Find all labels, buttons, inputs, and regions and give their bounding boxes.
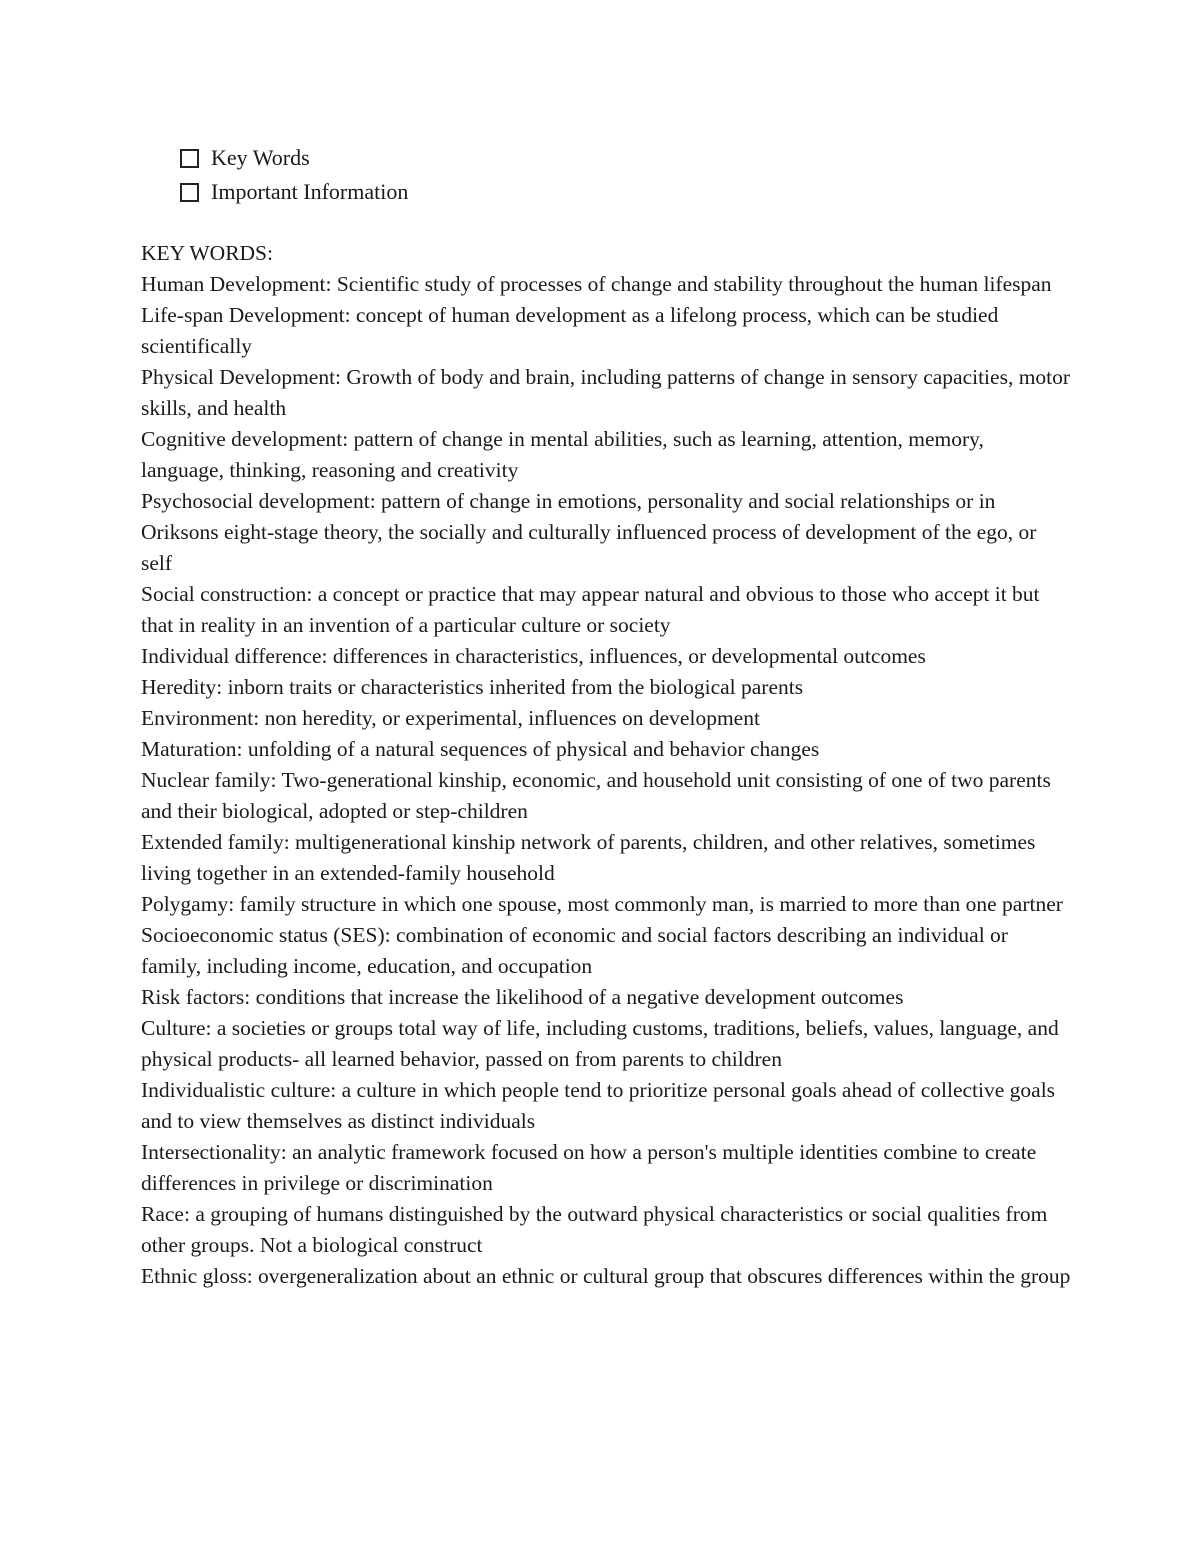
checkbox-icon [180, 183, 199, 202]
term-entry-ethnic-gloss: Ethnic gloss: overgeneralization about an ethnic or cultural group that obscures differences within the group [141, 1264, 1071, 1288]
term-entry-polygamy: Polygamy: family structure in which one spouse, most commonly man, is married to more than one partner [141, 892, 1063, 916]
term-entry-cognitive-development: Cognitive development: pattern of change in mental abilities, such as learning, attention, memory, language, thinking, reasoning and creativity [141, 427, 984, 482]
term-entry-risk-factors: Risk factors: conditions that increase the likelihood of a negative development outcomes [141, 985, 904, 1009]
checklist-item-key-words [180, 141, 408, 175]
term-entry-nuclear-family: Nuclear family: Two-generational kinship, economic, and household unit consisting of one of two parents and their biological, adopted or step-children [141, 768, 1051, 823]
term-entry-social-construction: Social construction: a concept or practice that may appear natural and obvious to those who accept it but that in reality in an invention of a particular culture or society [141, 582, 1040, 637]
term-entry-psychosocial-development: Psychosocial development: pattern of change in emotions, personality and social relationships or in Oriksons eight-stage theory, the socially and culturally influenced process of development of the ego, or self [141, 489, 1037, 575]
term-entry-environment: Environment: non heredity, or experimental, influences on development [141, 706, 760, 730]
term-entry-life-span-development: Life-span Development: concept of human development as a lifelong process, which can be studied scientifically [141, 303, 999, 358]
term-entry-physical-development: Physical Development: Growth of body and brain, including patterns of change in sensory capacities, motor skills, and health [141, 365, 1071, 420]
term-entry-human-development: Human Development: Scientific study of processes of change and stability throughout the human lifespan [141, 272, 1052, 296]
term-entry-heredity: Heredity: inborn traits or characteristics inherited from the biological parents [141, 675, 804, 699]
checkbox-icon [180, 149, 199, 168]
checklist-item-label: Key Words [211, 145, 310, 170]
term-entry-individualistic-culture: Individualistic culture: a culture in which people tend to prioritize personal goals ahead of collective goals and to view themselves as distinct individuals [141, 1078, 1056, 1133]
term-entry-extended-family: Extended family: multigenerational kinship network of parents, children, and other relatives, sometimes living together in an extended-family household [141, 830, 1036, 885]
term-entry-maturation: Maturation: unfolding of a natural sequences of physical and behavior changes [141, 737, 820, 761]
key-words-section [141, 238, 1071, 1292]
term-entry-culture: Culture: a societies or groups total way of life, including customs, traditions, beliefs, values, language, and physical products- all learned behavior, passed on from parents to children [141, 1016, 1059, 1071]
checklist-item-important-information [180, 175, 408, 209]
checklist-item-label: Important Information [211, 179, 409, 204]
section-heading: KEY WORDS: [141, 241, 273, 265]
term-entry-socioeconomic-status: Socioeconomic status (SES): combination of economic and social factors describing an individual or family, including income, education, and occupation [141, 923, 1008, 978]
term-entry-intersectionality: Intersectionality: an analytic framework focused on how a person's multiple identities combine to create differences in privilege or discrimination [141, 1140, 1037, 1195]
term-entry-individual-difference: Individual difference: differences in characteristics, influences, or developmental outcomes [141, 644, 926, 668]
checklist [180, 141, 408, 209]
term-entry-race: Race: a grouping of humans distinguished by the outward physical characteristics or social qualities from other groups. Not a biological construct [141, 1202, 1048, 1257]
term-list [141, 269, 1071, 1292]
